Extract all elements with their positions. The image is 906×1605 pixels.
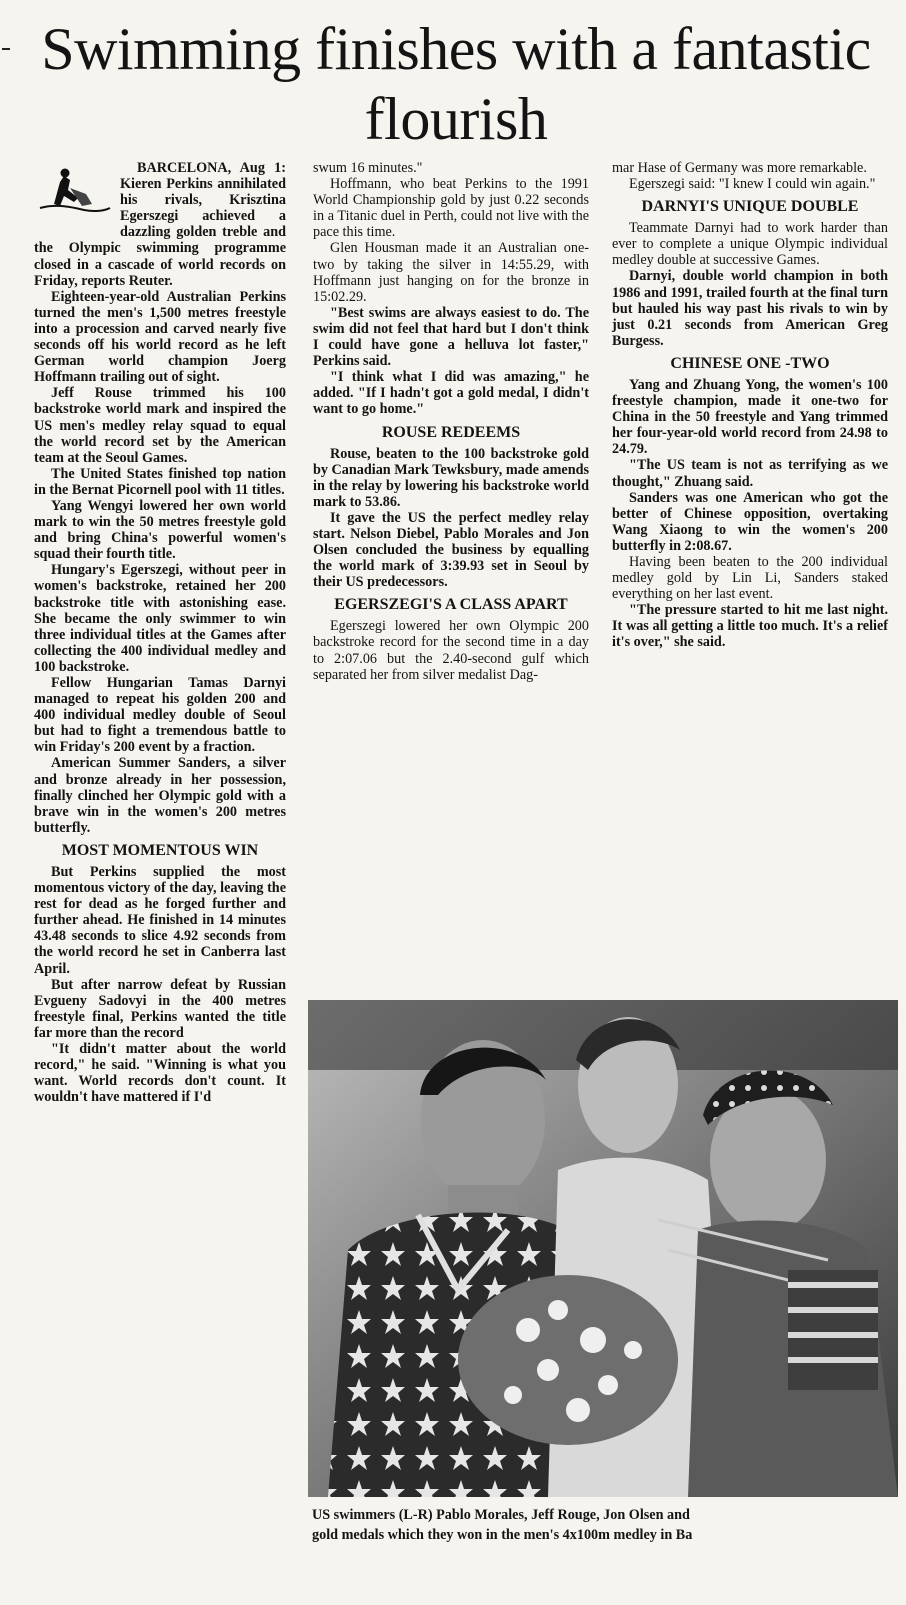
subhead-egerszegi-class-apart: EGERSZEGI'S A CLASS APART xyxy=(334,596,568,614)
paragraph: Glen Housman made it an Australian one-two by taking the silver in 14:55.29, with Hoffmann just hanging on for the bronze in 15:02.29. xyxy=(313,240,589,305)
paragraph: "Best swims are always easiest to do. The swim did not feel that hard but I don't think I could have gone a helluva lot faster," Perkins said. xyxy=(313,304,589,370)
paragraph: Rouse, beaten to the 100 backstroke gold by Canadian Mark Tewksbury, made amends in the relay by lowering his backstroke world mark to 53.86. xyxy=(313,445,589,510)
headline: Swimming finishes with a fantastic flourish xyxy=(41,16,871,152)
paragraph: "It didn't matter about the world record," he said. "Winning is what you want. World records don't count. It wouldn't have mattered if I'd xyxy=(34,1040,286,1106)
paragraph: Teammate Darnyi had to work harder than ever to complete a unique Olympic individual medley double at successive Games. xyxy=(612,220,888,269)
paragraph: Hoffmann, who beat Perkins to the 1991 World Championship gold by just 0.22 seconds in a Titanic duel in Perth, could not live with the pace this time. xyxy=(313,176,589,241)
swimmer-logo-icon xyxy=(34,164,112,226)
paragraph: Darnyi, double world champion in both 1986 and 1991, trailed fourth at the final turn but hauled his way past his rivals to win by just 0.21 seconds from American Greg Burgess. xyxy=(612,268,888,349)
paragraph: Kieren Perkins annihilated his rivals, Krisztina Egerszegi achieved a dazzling golden treble and the Olympic swimming programme closed in a cascade of world records on Friday, reports Reuter. xyxy=(34,176,286,289)
article-column-2 xyxy=(313,160,589,683)
paragraph: Egerszegi lowered her own Olympic 200 backstroke record for the second time in a day to 2:07.06 but the 2.40-second gulf which separated her from silver medalist Dag- xyxy=(313,618,589,683)
paragraph: Hungary's Egerszegi, without peer in women's backstroke, retained her 200 backstroke title with astonishing ease. She became the only swimmer to win three individual titles at the Games after collecting the 400 individual medley and 100 backstroke. xyxy=(34,562,286,675)
paragraph: Egerszegi said: "I knew I could win again." xyxy=(629,176,876,193)
margin-mark xyxy=(2,48,10,50)
paragraph: Sanders was one American who got the better of Chinese opposition, overtaking Wang Xiaong to win the women's 200 butterfly in 2:08.67. xyxy=(612,489,888,554)
dateline: BARCELONA, Aug 1: xyxy=(137,160,286,176)
paragraph: It gave the US the perfect medley relay start. Nelson Diebel, Pablo Morales and Jon Olsen concluded the business by equalling the world mark of 3:39.93 set in Seoul by their US predecessors. xyxy=(313,509,589,591)
swimmers-photo-illustration xyxy=(308,1000,898,1497)
article-column-3 xyxy=(612,160,888,651)
paragraph: "I think what I did was amazing," he added. "If I hadn't got a gold medal, I didn't want to go home." xyxy=(313,369,589,418)
paragraph: But after narrow defeat by Russian Evgueny Sadovyi in the 400 metres freestyle final, Perkins wanted the title far more than the record xyxy=(34,976,286,1041)
paragraph: But Perkins supplied the most momentous victory of the day, leaving the rest for dead as he forged further and further ahead. He finished in 14 minutes 43.48 seconds to slice 4.92 seconds from the world record he set in Canberra last April. xyxy=(34,863,286,977)
paragraph: American Summer Sanders, a silver and bronze already in her possession, finally clinched her Olympic gold with a brave win in the women's 200 metres butterfly. xyxy=(34,755,286,836)
paragraph: Eighteen-year-old Australian Perkins turned the men's 1,500 metres freestyle into a procession and carved nearly five seconds off his world record as he left German world champion Joerg Hoffmann trailing out of sight. xyxy=(34,288,286,386)
paragraph: Jeff Rouse trimmed his 100 backstroke world mark and inspired the US men's medley relay squad to equal the world record set by the American team at the Seoul Games. xyxy=(34,385,286,466)
news-photo xyxy=(308,1000,898,1497)
subhead-chinese-one-two: CHINESE ONE -TWO xyxy=(670,354,830,372)
paragraph: mar Hase of Germany was more remarkable. xyxy=(612,160,867,176)
photo-caption: US swimmers (L-R) Pablo Morales, Jeff Rouge, Jon Olsen and gold medals which they won in the men's 4x100m medley in Ba xyxy=(312,1507,693,1543)
paragraph: Fellow Hungarian Tamas Darnyi managed to repeat his golden 200 and 400 individual medley double of Seoul but had to fight a tremendous battle to win Friday's 200 event by a fraction. xyxy=(34,675,286,756)
paragraph: Yang and Zhuang Yong, the women's 100 freestyle champion, made it one-two for China in the 50 freestyle and Yang trimmed her four-year-old world record from 24.98 to 24.79. xyxy=(612,376,888,458)
subhead-most-momentous-win: MOST MOMENTOUS WIN xyxy=(61,841,259,859)
subhead-darnyis-unique-double: DARNYI'S UNIQUE DOUBLE xyxy=(641,198,859,216)
paragraph: "The pressure started to hit me last night. It was all getting a little too much. It's a relief it's over," she said. xyxy=(612,602,888,651)
article-column-1 xyxy=(34,160,286,1105)
paragraph: swum 16 minutes." xyxy=(313,160,423,176)
paragraph: "The US team is not as terrifying as we thought," Zhuang said. xyxy=(612,457,888,490)
subhead-rouse-redeems: ROUSE REDEEMS xyxy=(381,423,521,441)
paragraph: The United States finished top nation in the Bernat Picornell pool with 11 titles. xyxy=(34,465,286,498)
paragraph: Yang Wengyi lowered her own world mark to win the 50 metres freestyle gold and bring China's powerful women's squad their fourth title. xyxy=(34,497,286,563)
paragraph: Having been beaten to the 200 individual medley gold by Lin Li, Sanders staked everything on her last event. xyxy=(612,553,888,603)
